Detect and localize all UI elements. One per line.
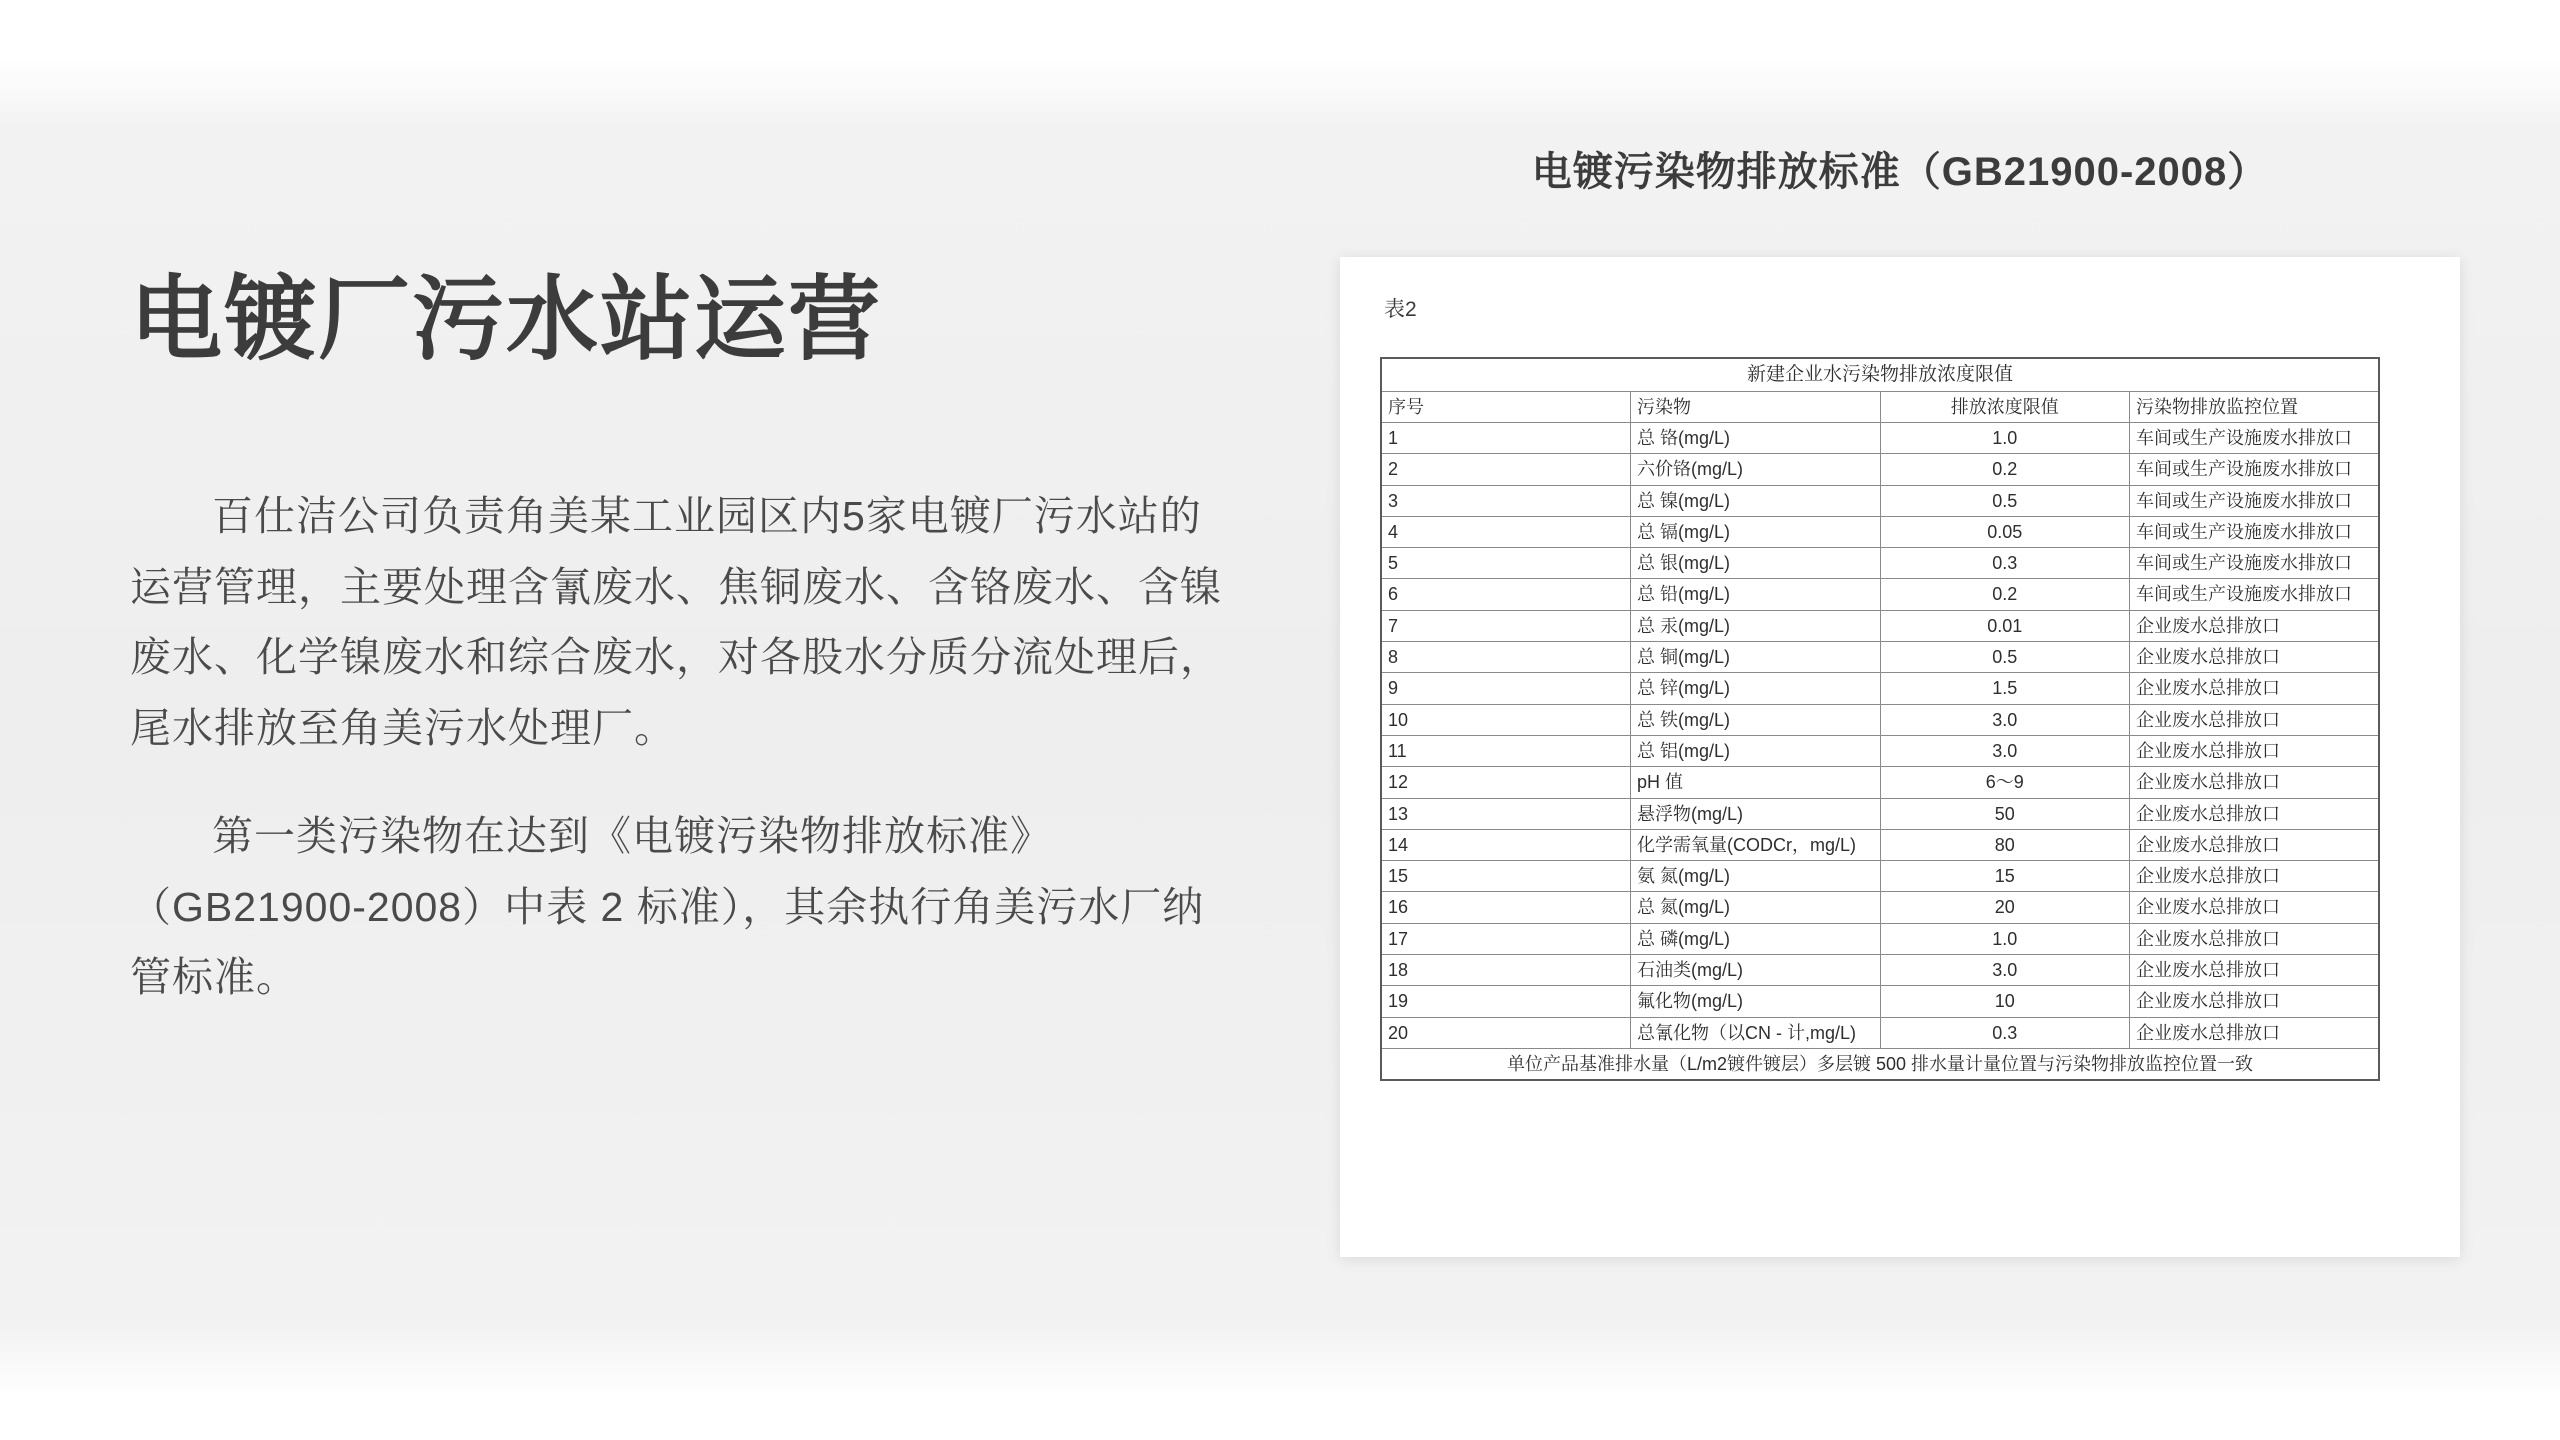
cell-limit: 1.0	[1880, 923, 2130, 954]
cell-pollutant: 总 铜(mg/L)	[1631, 642, 1881, 673]
cell-position: 车间或生产设施废水排放口	[2130, 422, 2380, 453]
cell-no: 1	[1381, 422, 1631, 453]
table-row	[1381, 485, 2379, 516]
cell-pollutant: 六价铬(mg/L)	[1631, 454, 1881, 485]
table-header-row	[1381, 391, 2379, 422]
cell-no: 16	[1381, 892, 1631, 923]
table-row	[1381, 548, 2379, 579]
table-row	[1381, 610, 2379, 641]
cell-limit: 10	[1880, 986, 2130, 1017]
table-row	[1381, 986, 2379, 1017]
cell-position: 企业废水总排放口	[2130, 861, 2380, 892]
emission-limits-table	[1380, 357, 2380, 1081]
cell-limit: 0.5	[1880, 485, 2130, 516]
cell-limit: 0.5	[1880, 642, 2130, 673]
cell-pollutant: 总 铝(mg/L)	[1631, 735, 1881, 766]
cell-limit: 0.3	[1880, 1017, 2130, 1048]
table-row	[1381, 861, 2379, 892]
table-row	[1381, 579, 2379, 610]
cell-no: 2	[1381, 454, 1631, 485]
cell-position: 企业废水总排放口	[2130, 673, 2380, 704]
table-footnote: 单位产品基准排水量（L/m2镀件镀层）多层镀 500 排水量计量位置与污染物排放监控位置一致	[1381, 1048, 2379, 1080]
cell-pollutant: 总 锌(mg/L)	[1631, 673, 1881, 704]
cell-limit: 3.0	[1880, 735, 2130, 766]
cell-no: 5	[1381, 548, 1631, 579]
cell-pollutant: 氨 氮(mg/L)	[1631, 861, 1881, 892]
cell-position: 车间或生产设施废水排放口	[2130, 548, 2380, 579]
cell-no: 3	[1381, 485, 1631, 516]
cell-limit: 15	[1880, 861, 2130, 892]
table-row	[1381, 673, 2379, 704]
table-row	[1381, 735, 2379, 766]
cell-no: 12	[1381, 767, 1631, 798]
table-row	[1381, 454, 2379, 485]
cell-no: 13	[1381, 798, 1631, 829]
table-label: 表2	[1384, 298, 1417, 321]
page-title: 电镀厂污水站运营	[130, 269, 883, 371]
cell-limit: 3.0	[1880, 954, 2130, 985]
cell-limit: 50	[1880, 798, 2130, 829]
table-row	[1381, 1017, 2379, 1048]
cell-pollutant: 悬浮物(mg/L)	[1631, 798, 1881, 829]
cell-no: 14	[1381, 829, 1631, 860]
cell-position: 车间或生产设施废水排放口	[2130, 454, 2380, 485]
right-content-column	[1340, 140, 2460, 1257]
cell-no: 18	[1381, 954, 1631, 985]
cell-position: 企业废水总排放口	[2130, 767, 2380, 798]
table-row	[1381, 767, 2379, 798]
table-row	[1381, 516, 2379, 547]
cell-limit: 0.05	[1880, 516, 2130, 547]
cell-limit: 0.2	[1880, 454, 2130, 485]
cell-position: 企业废水总排放口	[2130, 892, 2380, 923]
cell-position: 企业废水总排放口	[2130, 704, 2380, 735]
cell-pollutant: 总氰化物（以CN - 计,mg/L)	[1631, 1017, 1881, 1048]
cell-no: 9	[1381, 673, 1631, 704]
cell-no: 10	[1381, 704, 1631, 735]
column-header-position: 污染物排放监控位置	[2130, 391, 2380, 422]
column-header-pollutant: 污染物	[1631, 391, 1881, 422]
table-row	[1381, 923, 2379, 954]
cell-no: 20	[1381, 1017, 1631, 1048]
cell-no: 17	[1381, 923, 1631, 954]
cell-position: 车间或生产设施废水排放口	[2130, 579, 2380, 610]
column-header-limit: 排放浓度限值	[1880, 391, 2130, 422]
table-caption-row	[1381, 358, 2379, 391]
cell-position: 企业废水总排放口	[2130, 735, 2380, 766]
table-row	[1381, 422, 2379, 453]
standard-heading: 电镀污染物排放标准（GB21900-2008）	[1531, 150, 2269, 194]
body-paragraph-1: 百仕洁公司负责角美某工业园区内5家电镀厂污水站的运营管理，主要处理含氰废水、焦铜废水、含铬废水、含镍废水、化学镍废水和综合废水，对各股水分质分流处理后，尾水排放至角美污水处理厂。	[130, 493, 1222, 751]
cell-pollutant: 总 铁(mg/L)	[1631, 704, 1881, 735]
cell-position: 车间或生产设施废水排放口	[2130, 516, 2380, 547]
cell-pollutant: 总 磷(mg/L)	[1631, 923, 1881, 954]
cell-pollutant: pH 值	[1631, 767, 1881, 798]
table-row	[1381, 829, 2379, 860]
cell-pollutant: 总 银(mg/L)	[1631, 548, 1881, 579]
cell-limit: 0.3	[1880, 548, 2130, 579]
cell-pollutant: 总 氮(mg/L)	[1631, 892, 1881, 923]
cell-limit: 6～9	[1880, 767, 2130, 798]
cell-position: 企业废水总排放口	[2130, 798, 2380, 829]
cell-limit: 0.2	[1880, 579, 2130, 610]
column-header-no: 序号	[1381, 391, 1631, 422]
table-body	[1381, 358, 2379, 1080]
cell-limit: 80	[1880, 829, 2130, 860]
table-row	[1381, 798, 2379, 829]
cell-pollutant: 总 汞(mg/L)	[1631, 610, 1881, 641]
cell-position: 车间或生产设施废水排放口	[2130, 485, 2380, 516]
cell-no: 19	[1381, 986, 1631, 1017]
cell-pollutant: 总 镉(mg/L)	[1631, 516, 1881, 547]
cell-no: 15	[1381, 861, 1631, 892]
table-row	[1381, 642, 2379, 673]
table-row	[1381, 704, 2379, 735]
cell-pollutant: 石油类(mg/L)	[1631, 954, 1881, 985]
cell-position: 企业废水总排放口	[2130, 829, 2380, 860]
cell-pollutant: 总 铅(mg/L)	[1631, 579, 1881, 610]
cell-position: 企业废水总排放口	[2130, 923, 2380, 954]
cell-no: 11	[1381, 735, 1631, 766]
standard-document-card	[1340, 257, 2460, 1257]
cell-limit: 1.5	[1880, 673, 2130, 704]
left-content-column	[130, 270, 1240, 1051]
cell-position: 企业废水总排放口	[2130, 610, 2380, 641]
cell-limit: 20	[1880, 892, 2130, 923]
cell-position: 企业废水总排放口	[2130, 986, 2380, 1017]
table-row	[1381, 954, 2379, 985]
cell-position: 企业废水总排放口	[2130, 642, 2380, 673]
cell-no: 6	[1381, 579, 1631, 610]
table-row	[1381, 892, 2379, 923]
cell-pollutant: 总 铬(mg/L)	[1631, 422, 1881, 453]
cell-no: 7	[1381, 610, 1631, 641]
cell-no: 4	[1381, 516, 1631, 547]
cell-limit: 1.0	[1880, 422, 2130, 453]
cell-pollutant: 氟化物(mg/L)	[1631, 986, 1881, 1017]
cell-position: 企业废水总排放口	[2130, 1017, 2380, 1048]
table-caption: 新建企业水污染物排放浓度限值	[1381, 358, 2379, 391]
body-paragraph-2: 第一类污染物在达到《电镀污染物排放标准》（GB21900-2008）中表 2 标准），其余执行角美污水厂纳管标准。	[130, 813, 1205, 1001]
cell-position: 企业废水总排放口	[2130, 954, 2380, 985]
cell-limit: 0.01	[1880, 610, 2130, 641]
table-footnote-row	[1381, 1048, 2379, 1080]
cell-no: 8	[1381, 642, 1631, 673]
cell-pollutant: 化学需氧量(CODCr，mg/L)	[1631, 829, 1881, 860]
cell-pollutant: 总 镍(mg/L)	[1631, 485, 1881, 516]
cell-limit: 3.0	[1880, 704, 2130, 735]
